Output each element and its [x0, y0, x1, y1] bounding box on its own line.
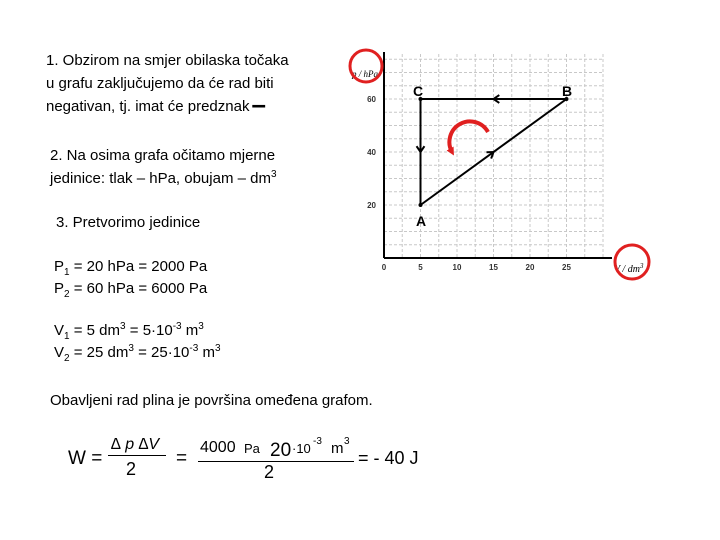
v1-part-b: = 5·10 [125, 322, 173, 339]
v2-symbol: V [54, 344, 65, 361]
v1-sup3: 3 [198, 321, 204, 332]
x-tick-label: 25 [562, 263, 571, 272]
v1-symbol: V [54, 322, 65, 339]
formula-numerator-1: ∆ p ∆V [111, 436, 160, 453]
conclusion-text: Obavljeni rad plina je površina omeđena grafom. [50, 392, 373, 409]
y-axis-label: p / hPa [352, 69, 378, 79]
formula-num2-ten: ·10 [292, 441, 311, 456]
p1-symbol: P [54, 258, 65, 275]
x-tick-label: 15 [489, 263, 498, 272]
step2-line2-text: jedinice: tlak – hPa, obujam – dm [50, 170, 271, 187]
step2-line2-sup: 3 [270, 169, 277, 180]
formula-result: = - 40 J [358, 448, 419, 468]
point-a-marker [419, 203, 423, 207]
formula-num2-4000: 4000 [200, 439, 236, 456]
step3-title: 3. Pretvorimo jedinice [56, 214, 201, 231]
rotation-direction-arrow [449, 121, 488, 152]
x-axis-label-text: V / dm [614, 264, 640, 275]
x-axis-label-sup: 3 [639, 262, 644, 270]
point-c-label: C [413, 83, 424, 99]
point-b-label: B [562, 83, 573, 99]
y-tick-label: 20 [367, 201, 376, 210]
x-tick-label: 0 [381, 263, 387, 272]
step2-line1: 2. Na osima grafa očitamo mjerne [50, 147, 276, 164]
p1-subscript: 1 [64, 267, 70, 278]
v2-part-b: = 25·10 [133, 344, 190, 361]
formula-num2-exp: -3 [313, 436, 322, 447]
y-tick-label: 40 [367, 148, 376, 157]
formula-denominator-1: 2 [126, 459, 137, 479]
v1-part-c: m [181, 322, 199, 339]
p2-value: = 60 hPa = 6000 Pa [69, 280, 208, 297]
v2-sup1: 3 [128, 343, 134, 354]
v2-sup3: 3 [214, 343, 221, 354]
formula-num2-m: m [331, 440, 344, 457]
v2-subscript: 2 [64, 353, 70, 364]
step1-line2: u grafu zaključujemo da će rad biti [46, 75, 274, 92]
v1-sup1: 3 [120, 321, 126, 332]
x-tick-label: 20 [525, 263, 535, 272]
formula-lhs: W = [68, 448, 103, 469]
v1-sup2: -3 [172, 321, 182, 332]
x-tick-label: 10 [452, 263, 462, 272]
v2-part-c: m [198, 344, 215, 361]
v2-part-a: = 25 dm [69, 344, 129, 361]
p1-value: = 20 hPa = 2000 Pa [69, 258, 208, 275]
formula-num2-m-exp: 3 [344, 436, 350, 447]
formula-num2-20: 20 [270, 440, 292, 461]
x-tick-label: 5 [418, 263, 423, 272]
negative-sign: – [251, 89, 266, 119]
formula-equals: = [176, 448, 188, 469]
v1-subscript: 1 [64, 331, 70, 342]
step1-line3-text: negativan, tj. imat će predznak [46, 98, 250, 115]
step1-line1: 1. Obzirom na smjer obilaska točaka [46, 52, 289, 69]
p2-subscript: 2 [64, 289, 70, 300]
formula-num2-pa: Pa [244, 441, 260, 456]
formula-denominator-2: 2 [264, 462, 275, 482]
v2-sup2: -3 [189, 343, 199, 354]
v1-part-a: = 5 dm [69, 322, 121, 339]
point-a-label: A [416, 213, 427, 229]
p2-symbol: P [54, 280, 65, 297]
y-tick-label: 60 [367, 95, 376, 104]
